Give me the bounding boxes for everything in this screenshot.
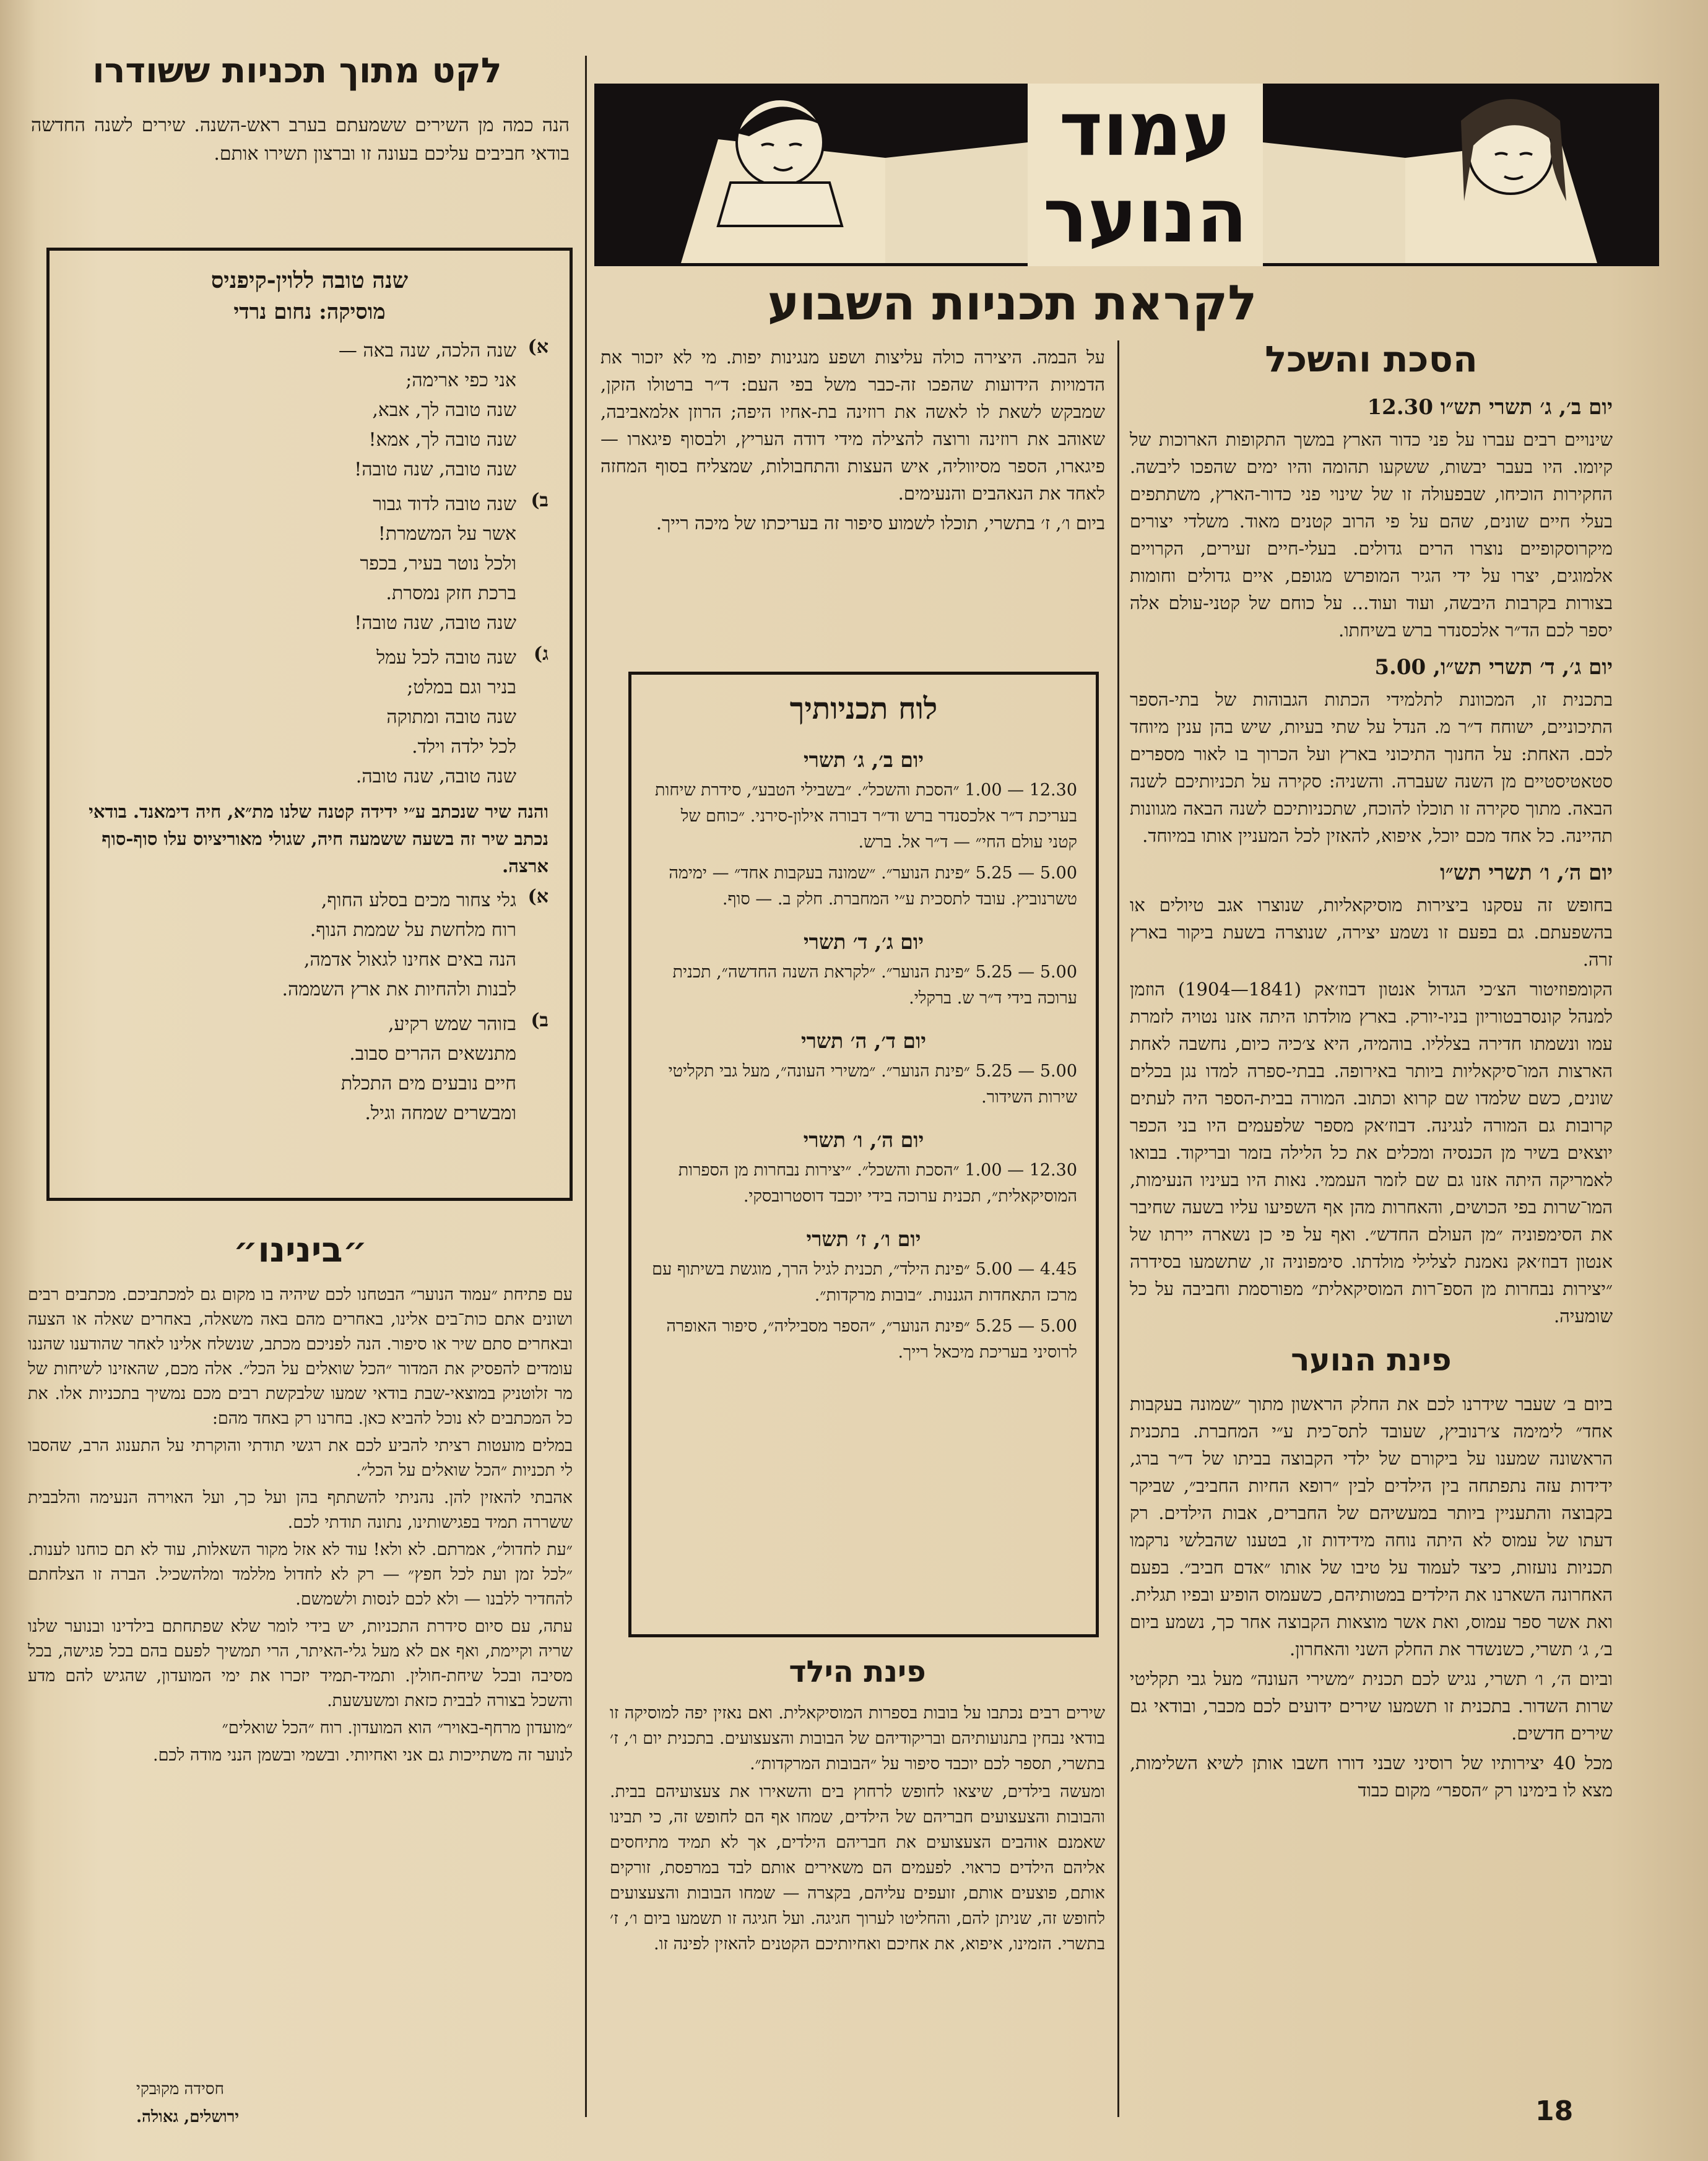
masthead <box>594 84 1659 266</box>
paragraph: עתה, עם סיום סידרת התכניות, יש בידי לומר שלא שפתחתם בילדינו ובנוער שלנו שריה וקיימת, ואף אם לא מעל גלי-האיתר, הרי תמשיך לפעם בהם בכל פגישה, בכל מסיבה ובכל שיחת-חולין. ותמיד-תמיד יזכרו את ימי המועדון, שהגיש להם מדע והשכל בצורה לבבית כזאת ומשעשעת. <box>28 1617 573 1710</box>
section-heading-beinenu: ״בינינו״ <box>233 1230 368 1270</box>
beinenu-section <box>28 1226 573 1770</box>
poem-line: בזוהר שמש רקיע, <box>388 1013 516 1035</box>
section-heading-sukkah: הסכת והשכל <box>1265 338 1478 380</box>
poem-line: שנה טובה, שנה טובה! <box>354 612 516 634</box>
paragraph: מכל 40 יצירותיו של רוסיני שבני דורו חשבו אותן לשיא השלימות, מצא לו בימינו רק ״הספר״ מקום כבוד <box>1130 1752 1613 1801</box>
middle-column-lower <box>610 1650 1105 1959</box>
poem-line: ומבשרים שמחה וגיל. <box>365 1102 516 1124</box>
paragraph: ״מועדון מרחף-באויר״ הוא המועדון. רוח ״הכל שואלים״ <box>222 1718 573 1738</box>
schedule-day-block <box>650 930 1077 1011</box>
stanza-lines <box>356 643 516 792</box>
schedule-day: יום ג׳, ד׳ תשרי <box>803 930 924 954</box>
paragraph: והנה שיר שנכתב ע״י ידידה קטנה שלנו מת״א, חיה דימאנד. בודאי נכתב שיר זה בשעה ששמעה חיה, שגולי מאוריציוס עלו סוף-סוף ארצה. <box>89 801 548 877</box>
paragraph: בחופש זה עסקנו ביצירות מוסיקאליות, שנוצרו אגב טיולים או בהשפעתם. גם בפעם זו נשמע יצירה, שנוצרה בשעת ביקור בארץ זרה. <box>1130 894 1613 970</box>
paragraph: שינויים רבים עברו על פני כדור הארץ במשך התקופות הארוכות של קיומו. היו בעבר יבשות, ששקעו תהומה והיו ימים שהפכו ליבשה. החקירות הוכיחו, שבפעולה זו של שינוי פני כדור-הארץ, משתתפים בעלי חיים שונים, שהם על פי הרוב קטנים מאוד. משלדי יצורים מיקרוסקופיים נוצרו הרים גדולים. בעלי-חיים זעירים, הקרויים אלמוגים, יצרו על ידי הגיר המופרש מגופם, איים גדולים וחומות בצורות בקרבות היבשה, ועוד ועוד... על כוחם של קטני-עולם אלה יספר לכם הד״ר אלכסנדר ברש בשיחתו. <box>1130 429 1613 641</box>
day-heading: יום ב׳, ג׳ תשרי תש״ו 12.30 <box>1367 395 1613 420</box>
column-rule-right <box>1117 340 1119 2117</box>
stanza-lines <box>282 886 516 1005</box>
day-heading: יום ה׳, ו׳ תשרי תש״ו <box>1440 860 1613 885</box>
schedule-day-block <box>650 1029 1077 1111</box>
paragraph: ומעשה בילדים, שיצאו לחופש לרחוץ בים והשאירו את צעצועיהם בבית. והבובות והצעצועים חבריהם של הילדים, שמחו אף הם לחופש זה, כי תבינו שאמנם אוהבים הצעצועים את חבריהם הילדים, אך לא תמיד מתיחסים אליהם הילדים כראוי. לפעמים הם משאירים אותם לבד במרפסת, זורקים אותם, פוצעים אותם, זועפים עליהם, בקצרה — שמחו הבובות והצעצועים לחופש זה, שניתן להם, והחליטו לערוך חגיגה. ועל חגיגה זו תשמעו ביום ו׳, ז׳ בתשרי. הזמינו, איפוא, את אחיכם ואחיותיכם הקטנים להאזין לפינה זו. <box>610 1782 1105 1954</box>
section-heading-child: פינת הילד <box>789 1655 926 1689</box>
signature-name: חסידה מקוּבקי <box>136 2080 224 2098</box>
schedule-item: 5.00 — 5.25 ״פינת הנוער״. ״שמונה בעקבות אחד״ — ימימה טשרנוביץ. עובד לתסכית ע״י המחברת. חלק ב. — סוף. <box>669 864 1077 909</box>
paragraph: ״עת לחדול״, אמרתם. לא ולא! עוד לא אזל מקור השאלות, עוד לא תם כוחנו לענות. ״לכל זמן ועת לכל חפץ״ — רק לא לחדול מללמד ומלהשכיל. הברה זו הצלחתם להחדיר ללבנו — ולא לכם לנסות ולשמשם. <box>28 1540 573 1609</box>
middle-column <box>600 344 1105 539</box>
schedule-day-block <box>650 1128 1077 1210</box>
paragraph: על הבמה. היצירה כולה עליצות ושפע מנגינות יפות. מי לא יזכור את הדמויות הידועות שהפכו זה-כבר משל בפי העם: ד״ר ברטולו הזקן, שמבקש לשאת לו לאשה את רוזינה בת-אחיו היפה; הרוזן אלמאביבה, שאוהב את רוזינה ורוצה להצילה מידי דודה העריץ, ולבסוף פיגארו — פיגארו, הספר מסיווליה, איש העצות והתחבולות, שמצליח בסוף המחזה לאחד את הנאהבים והנעימים. <box>600 347 1105 504</box>
schedule-day: יום ד׳, ה׳ תשרי <box>800 1029 927 1053</box>
stanza-lines <box>354 490 516 638</box>
stanza-label: א) <box>527 336 548 358</box>
schedule-day-block <box>650 748 1077 912</box>
stanza-label: ג) <box>533 643 548 665</box>
paragraph: במלים מועטות רציתי להביע לכם את רגשי תודתי והוקרתי על התענוג הרב, שהסבו לי תכניות ״הכל שואלים על הכל״. <box>28 1436 573 1480</box>
right-column <box>1130 334 1613 1806</box>
schedule-day: יום ה׳, ו׳ תשרי <box>803 1128 924 1152</box>
paragraph: וביום ה׳, ו׳ תשרי, נגיש לכם תכנית ״משירי העונה״ מעל גבי תקליטי שרות השדור. בתכנית זו תשמעו שירים ידועים לכם מכבר, ובודאי גם שירים חדשים. <box>1130 1668 1613 1744</box>
song-title: שנה טובה ללוין-קיפניס <box>210 267 409 293</box>
song-music: מוסיקה: נחום נרדי <box>233 300 386 324</box>
paragraph: עם פתיחת ״עמוד הנוער״ הבטחנו לכם שיהיה בו מקום גם למכתביכם. מכתבים רבים ושונים אתם כות־בים אלינו, באחרים מהם באה משאלה, באחרים שאלה או הצעה ובאחרים סתם שיר או סיפור. הנה לפניכם מכתב, שנשלח אלינו לאחר שהודענו שהננו עומדים להפסיק את המדור ״הכל שואלים על הכל״. אלה מכם, שהאזינו לשיחות של מר זלוטניק במוצאי-שבת בודאי שמעו שלבקשת רבים מכם נמשיך בתכניות אלו. את כל המכתבים לא נוכל להביא כאן. בחרנו רק באחד מהם: <box>28 1285 573 1428</box>
poem-line: אשר על המשמרת! <box>378 523 516 545</box>
poem-line: שנה טובה לכל עמל <box>376 647 516 669</box>
page-number: 18 <box>1535 2095 1574 2127</box>
schedule-item: 4.45 — 5.00 ״פינת הילד״, תכנית לגיל הרך, מוגשת בשיתוף עם מרכז התאחדות הגננות. ״בובות מרקדות״. <box>652 1260 1077 1305</box>
signature-place: ירושלים, גאולה. <box>136 2108 240 2126</box>
poem-line: שנה טובה, שנה טובה! <box>354 459 516 480</box>
poem-line: שנה טובה, שנה טובה. <box>355 766 516 787</box>
left-heading: לקט מתוך תכניות ששודרו <box>92 51 502 91</box>
paragraph: בתכנית זו, המכוונת לתלמידי הכתות הגבוהות של בתי-הספר התיכוניים, ישוחח ד״ר מ. הנדל על שתי בעיות, שיש בהן ענין מיוחד לכם. האחת: על החנוך התיכוני בארץ ועל הכרוך בו לאור מספרים סטאטיסטיים מן השנה שעברה. והשניה: סקירה על תכניותיכם לשנה הבאה. מתוך סקירה זו תוכלו להוכח, שתכניותיכם לשנה הבאה מגוונות תהיינה. כל אחד מכם יוכל, איפוא, להאזין לכל המעניין אותו במיוחד. <box>1130 689 1613 846</box>
section-heading-youth: פינת הנוער <box>1291 1342 1452 1378</box>
poem-line: גלי צחור מכים בסלע החוף, <box>321 890 516 911</box>
poem-line: הנה באים אחינו לגאול אדמה, <box>303 949 516 971</box>
stanza-lines <box>339 336 516 485</box>
stanza <box>71 490 548 638</box>
poem-line: אני כפי ארימה; <box>405 370 516 391</box>
schedule-item: 12.30 — 1.00 ״הסכת והשכל״. ״יצירות נבחרות מן הספרות המוסיקאלית״, תכנית ערוכה בידי יוכבד דוסטרובסקי. <box>678 1161 1077 1206</box>
main-headline: לקראת תכניות השבוע <box>767 275 1257 331</box>
paragraph: ביום ב׳ שעבר שידרנו לכם את החלק הראשון מתוך ״שמונה בעקבות אחד״ לימימה צ׳רנוביץ, שעובד לתס־כית ע״י המחברת. בתכנית הראשונה שמענו על ביקורם של ילדי הקבוצה בביתו של ד״ר ברג, ידידות עזה נתפתחה בין הילדים לבין ״רופא החיות החביב״, שביקר בקבוצה והתעניין ביותר במעשיהם של החברים, אבות הילדים. רק דעתו של עמוס לא היתה נוחה מידידות זו, בטענו שהבלשי נרקמו תכניות נועזות, כיצד לעמוד על טיבו של אותו ״אדם חביב״. בפעם האחרונה השארנו את הילדים במטותיהם, כשעמוס הופיע ובפיו תגלית. ואת אשר ספר עמוס, ואת אשר מוצאות הקבוצה אחר כך, נשמע ביום ב׳, ג׳ תשרי, כשנשדר את החלק השני והאחרון. <box>1130 1393 1613 1660</box>
masthead-title-1: עמוד <box>1059 87 1232 173</box>
masthead-title-2: הנוער <box>1043 173 1248 259</box>
poem-line: לכל ילדה וילד. <box>412 736 516 758</box>
schedule-item: 5.00 — 5.25 ״פינת הנוער״. ״לקראת השנה החדשה״, תכנית ערוכה בידי ד״ר ש. ברקלי. <box>672 963 1077 1008</box>
schedule-item: 5.00 — 5.25 ״פינת הנוער״, ״הספר מסביליה״, סיפור האופרה לרוסיני בעריכת מיכאל רייך. <box>666 1317 1077 1362</box>
poem-line: שנה טובה לך, אמא! <box>368 429 516 451</box>
stanza <box>71 643 548 792</box>
songs-box <box>46 248 573 1201</box>
schedule-day-block <box>650 1227 1077 1366</box>
paragraph: ביום ו׳, ז׳ בתשרי, תוכלו לשמוע סיפור זה בעריכתו של מיכה רייך. <box>656 513 1105 534</box>
poem-line: לבנות ולהחיות את ארץ השממה. <box>282 979 516 1000</box>
schedule-day: יום ו׳, ז׳ תשרי <box>806 1227 921 1251</box>
paragraph: הקומפוזיטור הצ׳כי הגדול אנטון דבוז׳אק (1841—1904) הוזמן למנהל קונסרבטוריון בניו-יורק. בארץ מולדתו היתה אזנו נטויה לזמרת עמו ונשמתו חדירה בצלליו. בוהמיה, היא צ׳כיה כיום, נחשבה לאחת הארצות המו־סיקאליות ביותר באירופה. בבתי-ספרה למדו נגן בכלים שונים, כשם שלמדו שם קרוא וכתוב. המורה בבית-הספר היה לעתים קרובות גם המורה לנגינה. דבוז׳אק מספר שלפעמים היו בני הכפר יוצאים בשיר מן הכנסיה ומכלים את כל הלילה בזמר ובריקוד. בבואו לאמריקה היתה אזנו גם שם לזמר העממי. נאות היו בעיניו הנעימות, המו־שרות בפי הכושים, והאחרות מהן אף השפיעו עליו בשעה שחיבר את הסימפוניה ״מן העולם החדש״. ואף על פי כן נשארה יירתו של אנטון דבוז׳אק נאמנת לצלילי מולדתו. סימפוניה זו, שתשמעו בסידרה ״יצירות נבחרות מן הספ־רות המוסיקאלית״ מפורסמת וחביבה על כל שומעיה. <box>1130 979 1613 1327</box>
day-heading: יום ג׳, ד׳ תשרי תש״ו, 5.00 <box>1374 655 1613 680</box>
paragraph: אהבתי להאזין להן. נהניתי להשתתף בהן ועל כך, ועל האוירה הנעימה והלבבית ששררה תמיד בפגישותינו, נתונה תודתי לכם. <box>28 1488 573 1532</box>
poem-line: שנה טובה לדוד גבור <box>373 493 516 515</box>
schedule-item: 5.00 — 5.25 ״פינת הנוער״. ״משירי העונה״, מעל גבי תקליטי שירות השידור. <box>668 1062 1077 1107</box>
stanza <box>71 336 548 485</box>
schedule-day: יום ב׳, ג׳ תשרי <box>803 748 924 772</box>
column-rule-left <box>585 56 587 2117</box>
stanza-label: ב) <box>531 1010 548 1031</box>
poem-line: ברכת חזק נמסרת. <box>386 582 516 604</box>
paragraph: הנה כמה מן השירים ששמעתם בערב ראש-השנה. שירים לשנה החדשה בודאי חביבים עליכם בעונה זו וברצון תשירו אותם. <box>31 115 570 165</box>
stanza-label: ב) <box>531 490 548 511</box>
poem-line: רוח מלחשת על שממת הנוף. <box>310 919 516 941</box>
schedule-box <box>628 672 1099 1637</box>
schedule-item: 12.30 — 1.00 ״הסכת והשכל״. ״בשבילי הטבע״, סידרת שיחות בעריכת ד״ר אלכסנדר ברש וד״ר דבורה אילון-סירני. ״כוחם של קטני עולם החי״ — ד״ר אל. ברש. <box>655 781 1077 852</box>
stanza-lines <box>341 1010 516 1128</box>
poem-line: בניר וגם במלט; <box>407 677 516 698</box>
poem-line: מתנשאים ההרים סבוב. <box>349 1043 516 1065</box>
poem-line: שנה טובה ומתוקה <box>386 706 516 728</box>
poem-line: חיים נובעים מים התכלת <box>340 1073 516 1094</box>
paragraph: שירים רבים נכתבו על בובות בספרות המוסיקאלית. ואם נאזין יפה למוסיקה זו בודאי נבחין בתנועותיהם ובריקודיהם של הבובות והצעצועים. בתכנית יום ו׳, ז׳ בתשרי, תספר לכם יוכבד סיפור על ״הבובות המרקדות״. <box>610 1704 1105 1773</box>
stanza <box>71 1010 548 1128</box>
poem-line: שנה טובה לך, אבא, <box>372 399 516 421</box>
poem-line: ולכל נוטר בעיר, בכפר <box>360 553 516 574</box>
stanza-label: א) <box>527 886 548 907</box>
poem-line: שנה הלכה, שנה באה — <box>338 340 516 362</box>
schedule-title: לוח תכניותיך <box>789 691 938 726</box>
left-intro <box>31 111 570 171</box>
paragraph: לנוער זה משתייכות גם אני ואחיותי. ובשמי ובשמן הנני מודה לכם. <box>153 1746 573 1765</box>
stanza <box>71 886 548 1005</box>
